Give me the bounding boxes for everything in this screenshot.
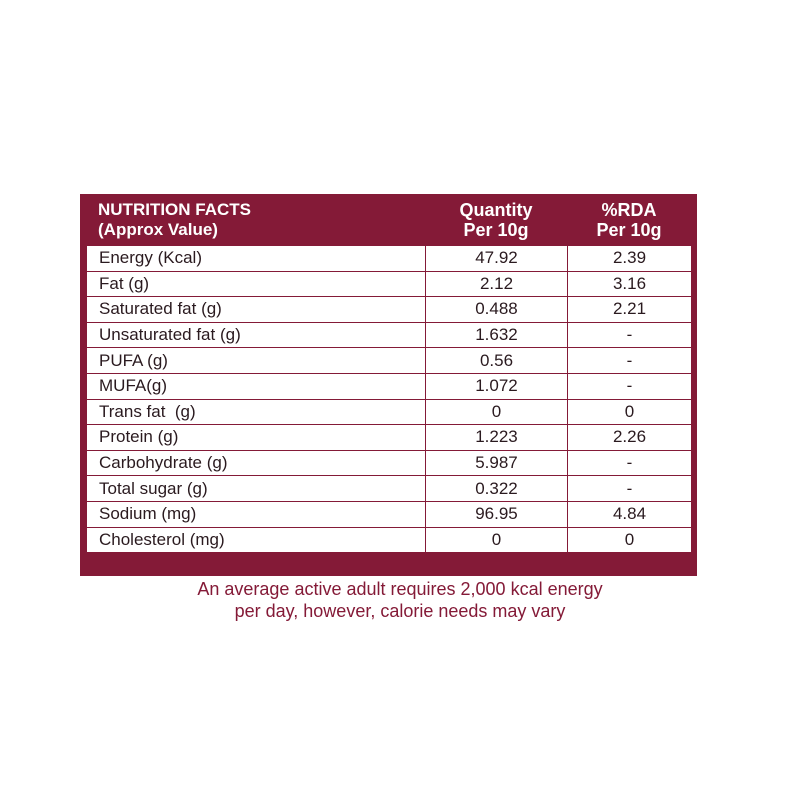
header-quantity-unit: Per 10g xyxy=(463,220,529,240)
header-rda-label: %RDA xyxy=(601,200,657,220)
nutrient-name: Energy (Kcal) xyxy=(87,246,426,272)
header-subtitle: (Approx Value) xyxy=(98,220,218,239)
rda-cell: 2.39 xyxy=(568,246,692,272)
header-nutrition-facts xyxy=(98,200,251,240)
nutrient-name: Unsaturated fat (g) xyxy=(87,322,426,348)
quantity-cell: 1.223 xyxy=(426,425,568,451)
quantity-cell: 0.322 xyxy=(426,476,568,502)
nutrient-name: MUFA(g) xyxy=(87,373,426,399)
nutrient-name: Cholesterol (mg) xyxy=(87,527,426,553)
rda-cell: - xyxy=(568,373,692,399)
nutrient-name: Carbohydrate (g) xyxy=(87,450,426,476)
nutrient-name: Trans fat (g) xyxy=(87,399,426,425)
nutrition-table xyxy=(86,245,692,553)
quantity-cell: 96.95 xyxy=(426,501,568,527)
rda-cell: 0 xyxy=(568,527,692,553)
table-row xyxy=(87,399,692,425)
table-row xyxy=(87,501,692,527)
header-rda xyxy=(567,200,691,240)
quantity-cell: 0 xyxy=(426,399,568,425)
header-title: NUTRITION FACTS xyxy=(98,200,251,219)
table-row xyxy=(87,450,692,476)
table-row xyxy=(87,322,692,348)
quantity-cell: 47.92 xyxy=(426,246,568,272)
footnote-line-2: per day, however, calorie needs may vary xyxy=(234,601,566,621)
table-header xyxy=(80,194,697,246)
table-row xyxy=(87,246,692,272)
quantity-cell: 0.56 xyxy=(426,348,568,374)
table-row xyxy=(87,373,692,399)
nutrient-name: Fat (g) xyxy=(87,271,426,297)
rda-cell: 3.16 xyxy=(568,271,692,297)
nutrient-name: Sodium (mg) xyxy=(87,501,426,527)
rda-cell: - xyxy=(568,348,692,374)
rda-cell: 2.21 xyxy=(568,297,692,323)
rda-cell: - xyxy=(568,322,692,348)
quantity-cell: 0.488 xyxy=(426,297,568,323)
header-quantity xyxy=(425,200,567,240)
nutrient-name: Saturated fat (g) xyxy=(87,297,426,323)
quantity-cell: 1.072 xyxy=(426,373,568,399)
nutrient-name: Protein (g) xyxy=(87,425,426,451)
quantity-cell: 5.987 xyxy=(426,450,568,476)
table-row xyxy=(87,527,692,553)
nutrient-name: PUFA (g) xyxy=(87,348,426,374)
table-row xyxy=(87,297,692,323)
table-row xyxy=(87,425,692,451)
rda-cell: 4.84 xyxy=(568,501,692,527)
table-row xyxy=(87,348,692,374)
quantity-cell: 2.12 xyxy=(426,271,568,297)
header-rda-unit: Per 10g xyxy=(596,220,662,240)
quantity-cell: 0 xyxy=(426,527,568,553)
rda-cell: 0 xyxy=(568,399,692,425)
header-quantity-label: Quantity xyxy=(459,200,533,220)
quantity-cell: 1.632 xyxy=(426,322,568,348)
rda-cell: - xyxy=(568,476,692,502)
rda-cell: - xyxy=(568,450,692,476)
rda-cell: 2.26 xyxy=(568,425,692,451)
table-row xyxy=(87,271,692,297)
nutrition-facts-panel xyxy=(80,194,697,576)
nutrient-name: Total sugar (g) xyxy=(87,476,426,502)
footnote-line-1: An average active adult requires 2,000 kcal energy xyxy=(197,579,603,599)
footnote xyxy=(80,578,720,622)
table-row xyxy=(87,476,692,502)
